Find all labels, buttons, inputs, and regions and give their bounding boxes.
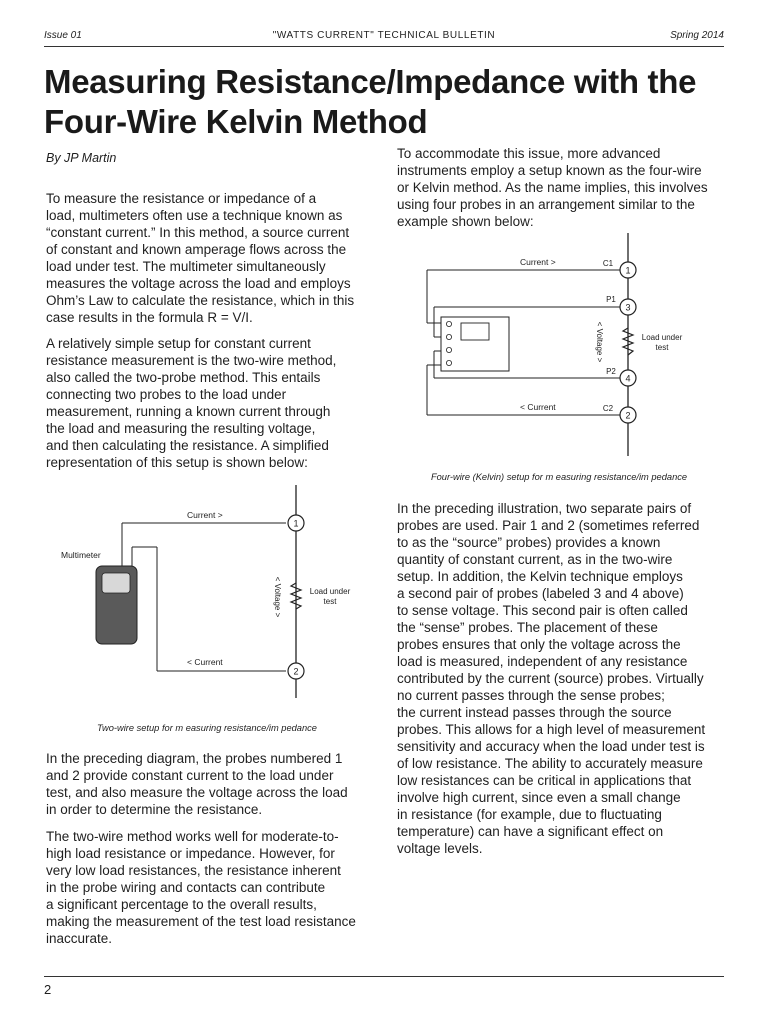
load-label-line1: Load under [309, 587, 351, 596]
article-title: Measuring Resistance/Impedance with the Four-Wire Kelvin Method [44, 63, 697, 140]
voltage-label: < Voltage > [273, 576, 282, 618]
instrument-screen [461, 323, 489, 340]
footer-rule [44, 976, 724, 977]
right-paragraph-1: To accommodate this issue, more advanced instruments employ a setup known as the four-wire or Kelvin method. As the name implies, this involves using four probes in an arrangement similar to the example shown below: [397, 146, 708, 229]
left-paragraph-2: A relatively simple setup for constant current resistance measurement is the two-wire method, also called the two-probe method. This entails connecting two probes to the load under measurement, running a known current through the load and measuring the resulting voltage, and then calculating the resistance. A simplified representation of this setup is shown below: [46, 336, 337, 470]
current-bottom-label: < Current [187, 657, 223, 667]
right-paragraph-2: In the preceding illustration, two separate pairs of probes are used. Pair 1 and 2 (sometimes referred to as the “source” probes) provides a known quantity of constant current, as in the two-wire setup. In addition, the Kelvin technique employs a second pair of probes (labeled 3 and 4 above) to sense voltage. This second pair is often called the “sense” probes. The placement of these probes ensures that only the voltage across the load is measured, independent of any resistance contributed by the current (source) probes. Virtually no current passes through the sense probes; the current instead passes through the source probes. This allows for a high level of measurement sensitivity and accuracy when the load under test is of low resistance. The ability to accurately measure low resistances can be critical in applications that involve high current, since even a small change in resistance (for example, due to fluctuating temperature) can have a significant effect on voltage levels. [397, 501, 706, 856]
p2-label: P2 [606, 367, 616, 376]
two-wire-diagram [44, 480, 370, 702]
load-label-line2: test [655, 343, 669, 352]
four-wire-diagram [397, 228, 723, 463]
current-bottom-label: < Current [520, 402, 556, 412]
p1-label: P1 [606, 295, 616, 304]
probe-2-label: 2 [625, 410, 631, 421]
left-paragraph-3: In the preceding diagram, the probes numbered 1 and 2 provide constant current to the load under test, and also measure the voltage across the load in order to determine the resistance. [46, 751, 348, 817]
load-label-line2: test [323, 597, 337, 606]
page-number: 2 [44, 982, 52, 997]
c2-label: C2 [602, 404, 614, 413]
byline: By JP Martin [46, 151, 117, 165]
probe-3-label: 3 [625, 302, 631, 313]
terminal-p2 [446, 347, 451, 352]
terminal-p1 [446, 334, 451, 339]
left-paragraph-4: The two-wire method works well for moderate-to- high load resistance or impedance. However, for very low load resistances, the resistance inherent in the probe wiring and contacts can contribute a significant percentage to the overall results, making the measurement of the test load resistance inaccurate. [46, 829, 356, 946]
two-wire-caption: Two-wire setup for m easuring resistance/im pedance [97, 723, 317, 733]
probe-1-label: 1 [625, 265, 631, 276]
left-paragraph-1: To measure the resistance or impedance of a load, multimeters often use a technique known as “constant current.” In this method, a source current of constant and known amperage flows across the load under test. The multimeter simultaneously measures the voltage across the load and employs Ohm’s Law to calculate the resistance, which in this case results in the formula R = V/I. [46, 191, 355, 325]
running-header [44, 30, 724, 44]
probe-4-label: 4 [625, 373, 631, 384]
four-wire-caption: Four-wire (Kelvin) setup for m easuring resistance/im pedance [430, 472, 688, 482]
terminal-c2 [446, 360, 451, 365]
terminal-c1 [446, 321, 451, 326]
voltage-label: < Voltage > [595, 321, 604, 363]
header-rule [44, 46, 724, 47]
season-label: Spring 2014 [670, 30, 724, 41]
probe-1-label: 1 [293, 518, 299, 529]
current-top-label: Current > [187, 510, 223, 520]
multimeter-screen [102, 573, 130, 593]
current-top-label: Current > [520, 257, 556, 267]
issue-label: Issue 01 [44, 30, 82, 41]
c1-label: C1 [602, 259, 614, 268]
multimeter-label: Multimeter [61, 550, 101, 560]
load-label-line1: Load under [641, 333, 683, 342]
bulletin-title: "WATTS CURRENT" TECHNICAL BULLETIN [272, 30, 496, 41]
probe-2-label: 2 [293, 666, 299, 677]
